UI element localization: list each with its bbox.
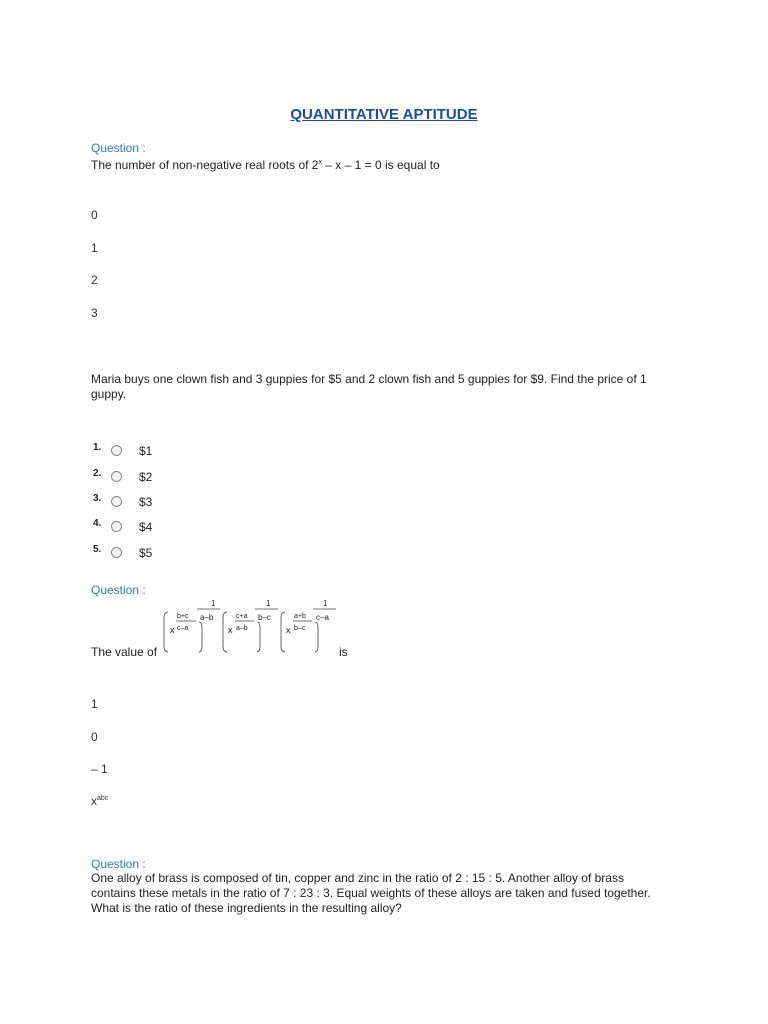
radio-button[interactable] xyxy=(111,547,122,558)
choice-number: 4. xyxy=(93,518,102,529)
choice-number: 2. xyxy=(93,468,102,479)
choice-value: $1 xyxy=(139,444,153,458)
question-4-line: What is the ratio of these ingredients in the resulting alloy? xyxy=(91,901,402,915)
formula-base: x xyxy=(286,625,291,635)
formula-denominator: b–c xyxy=(294,625,306,632)
formula-lead: The value of xyxy=(91,645,158,659)
formula-numerator: a+b xyxy=(294,613,306,620)
choice-number: 1. xyxy=(93,442,102,453)
formula-denominator: a–b xyxy=(236,625,248,632)
question-1-exponent: x xyxy=(318,159,322,166)
choice-value: $5 xyxy=(139,546,153,560)
formula-one: 1 xyxy=(266,599,271,608)
radio-button[interactable] xyxy=(111,471,122,482)
formula-numerator: b+c xyxy=(177,613,189,620)
choice-value: $3 xyxy=(139,495,153,509)
question-1-option: 2 xyxy=(91,273,98,287)
formula-graphic xyxy=(90,598,420,658)
question-4-label: Question : xyxy=(91,857,146,871)
formula-base: x xyxy=(170,625,175,635)
question-4-line: One alloy of brass is composed of tin, copper and zinc in the ratio of 2 : 15 : 5. Another alloy of brass xyxy=(91,871,624,885)
radio-button[interactable] xyxy=(111,445,122,456)
radio-button[interactable] xyxy=(111,521,122,532)
choice-value: $4 xyxy=(139,520,153,534)
choice-number: 5. xyxy=(93,544,102,555)
formula-outer-exponent: c–a xyxy=(316,613,329,622)
formula-base: x xyxy=(228,625,233,635)
question-1-label: Question : xyxy=(91,141,146,155)
question-2-text xyxy=(91,372,647,402)
question-3-option-x-abc xyxy=(91,794,108,808)
formula-one: 1 xyxy=(323,599,328,608)
question-3-label: Question : xyxy=(91,583,146,597)
question-4-text xyxy=(91,871,651,916)
question-1-text xyxy=(91,155,440,173)
question-3-option: 1 xyxy=(91,697,98,711)
question-2-line: Maria buys one clown fish and 3 guppies for $5 and 2 clown fish and 5 guppies for $9. Find the price of 1 xyxy=(91,372,647,386)
question-4-line: contains these metals in the ratio of 7 : 23 : 3. Equal weights of these alloys are taken and fused together. xyxy=(91,886,651,900)
question-1-option: 0 xyxy=(91,208,98,222)
choice-value: $2 xyxy=(139,470,153,484)
choice-number: 3. xyxy=(93,493,102,504)
question-3-option: 0 xyxy=(91,730,98,744)
question-1-option: 1 xyxy=(91,241,98,255)
question-2-line: guppy. xyxy=(91,387,127,401)
option-exponent: abc xyxy=(97,795,109,802)
page-title: QUANTITATIVE APTITUDE xyxy=(290,106,478,123)
formula xyxy=(90,598,420,658)
question-3-option: – 1 xyxy=(91,762,108,776)
formula-outer-exponent: b–c xyxy=(258,613,271,622)
question-1-text-start: The number of non-negative real roots of 2 xyxy=(91,158,319,172)
radio-button[interactable] xyxy=(111,496,122,507)
formula-one: 1 xyxy=(211,599,216,608)
formula-outer-exponent: a–b xyxy=(200,613,214,622)
option-base: x xyxy=(91,794,97,808)
question-1-text-end: – x – 1 = 0 is equal to xyxy=(321,158,440,172)
question-1-option: 3 xyxy=(91,306,98,320)
formula-tail: is xyxy=(339,645,348,659)
formula-numerator: c+a xyxy=(236,613,248,620)
formula-denominator: c–a xyxy=(177,625,189,632)
